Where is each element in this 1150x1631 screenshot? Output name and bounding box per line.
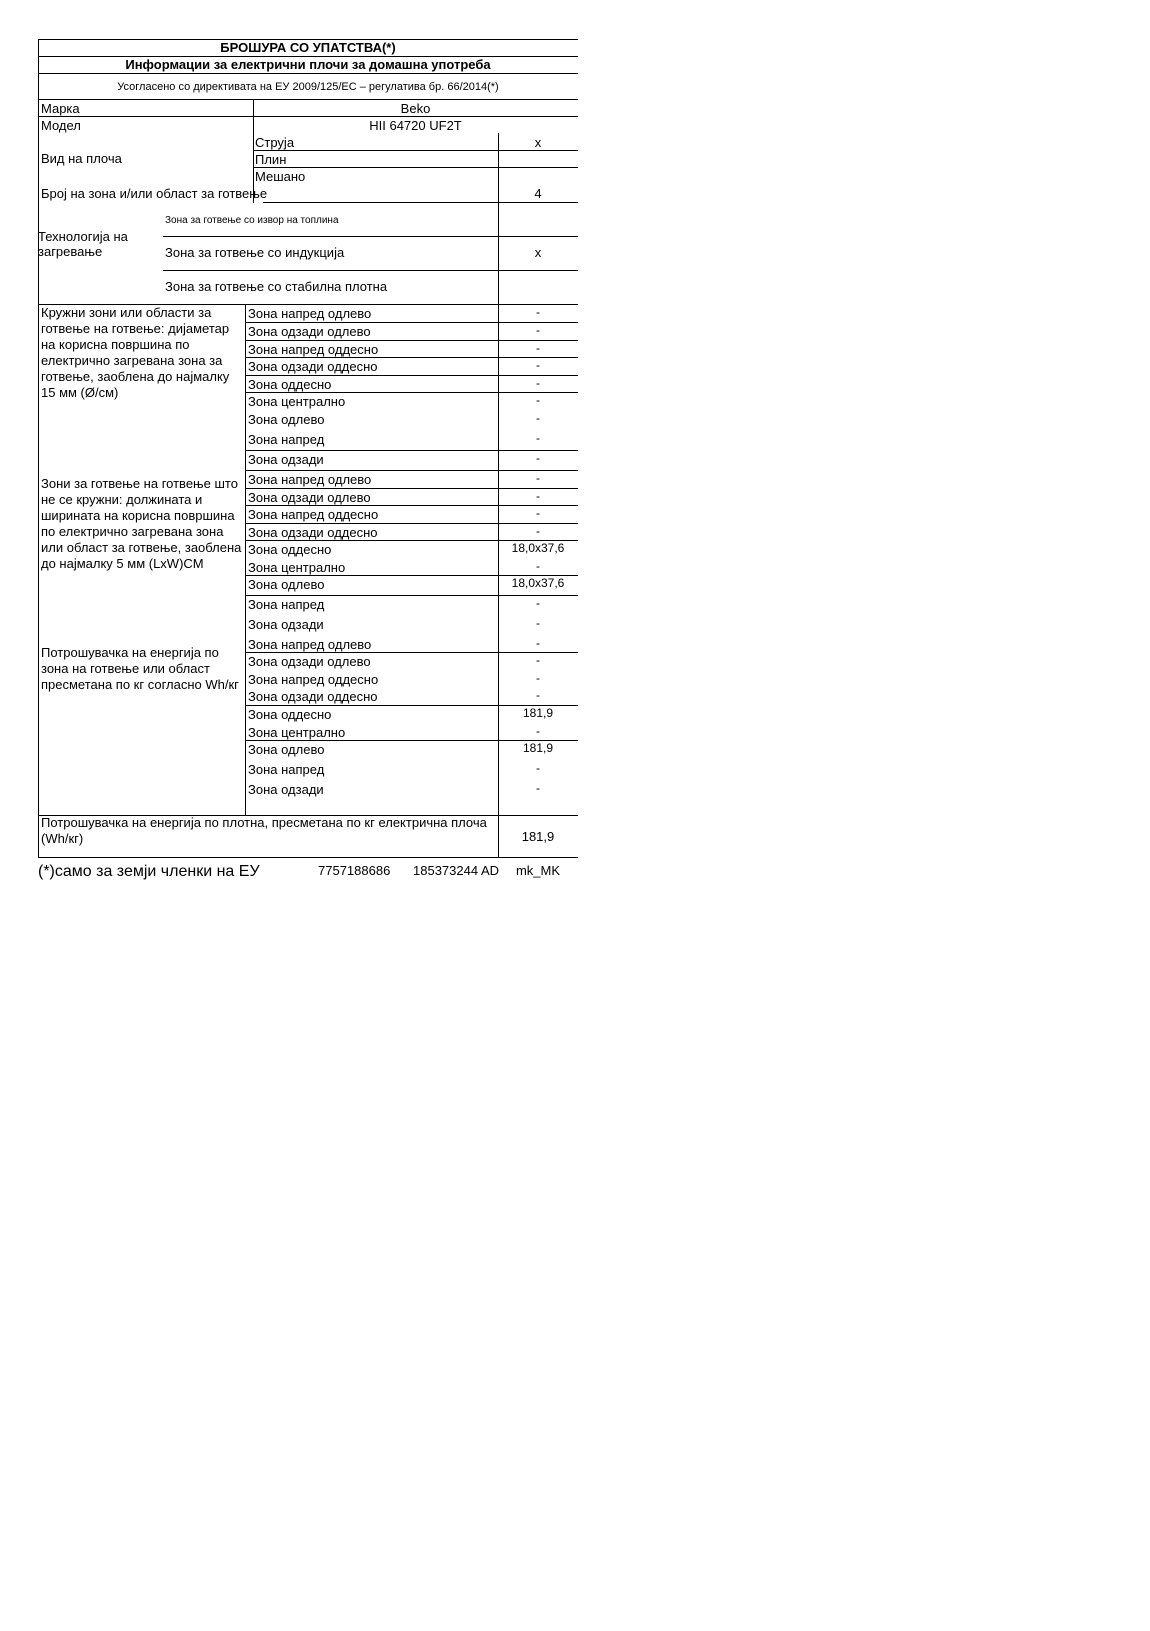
zone-name: Зона напред: [248, 762, 325, 777]
zone-value: -: [536, 781, 540, 795]
rule: [253, 150, 578, 151]
zone-name: Зона напред: [248, 597, 325, 612]
zone-name: Зона одлево: [248, 412, 325, 427]
zone-value: 181,9: [522, 706, 554, 720]
zone-value: -: [536, 524, 540, 538]
rule: [163, 270, 578, 271]
zones-count-label: Број на зона и/или област за готвење: [41, 186, 268, 201]
heating-option: Зона за готвење со стабилна плотна: [165, 279, 388, 294]
energy-per-hob-value: 181,9: [521, 829, 555, 844]
hob-type-option: Мешано: [255, 169, 306, 184]
zone-value: -: [536, 653, 540, 667]
hob-type-label: Вид на плоча: [41, 151, 122, 166]
hob-type-mark: x: [534, 135, 542, 150]
energy-per-zone-label: Потрошувачка на енергија по зона на готвење или област пресметана по кг согласно Wh/кг: [41, 645, 239, 692]
rule: [38, 39, 39, 857]
zone-value: 18,0x37,6: [511, 576, 565, 590]
fiche-title: БРОШУРА СО УПАТСТВА(*): [220, 40, 396, 55]
zone-value: -: [536, 358, 540, 372]
brand-value: Beko: [400, 101, 431, 116]
zone-name: Зона одзади: [248, 452, 324, 467]
zone-name: Зона одзади: [248, 617, 324, 632]
hob-type-option: Плин: [255, 152, 287, 167]
model-label: Модел: [41, 118, 81, 133]
rule: [245, 304, 246, 815]
rule: [163, 236, 578, 237]
zone-name: Зона напред оддесно: [248, 507, 379, 522]
zone-name: Зона оддесно: [248, 707, 332, 722]
zone-value: -: [536, 451, 540, 465]
zone-name: Зона одзади оддесно: [248, 359, 378, 374]
zone-value: -: [536, 471, 540, 485]
footer-locale: mk_MK: [515, 863, 561, 878]
zone-name: Зона централно: [248, 394, 346, 409]
zones-count-value: 4: [534, 186, 542, 201]
zone-name: Зона одлево: [248, 742, 325, 757]
rule: [263, 202, 578, 203]
zone-value: -: [536, 411, 540, 425]
zone-name: Зона одзади оддесно: [248, 525, 378, 540]
rule: [38, 73, 578, 74]
zone-value: -: [536, 393, 540, 407]
zone-name: Зона централно: [248, 725, 346, 740]
zone-value: -: [536, 688, 540, 702]
zone-value: -: [536, 376, 540, 390]
zone-value: -: [536, 305, 540, 319]
rule: [38, 857, 578, 858]
zone-name: Зона одзади: [248, 782, 324, 797]
heating-option: Зона за готвење со извор на топлина: [165, 215, 339, 226]
zone-name: Зона оддесно: [248, 377, 332, 392]
zone-value: -: [536, 341, 540, 355]
brand-label: Марка: [41, 101, 80, 116]
zone-value: -: [536, 761, 540, 775]
zone-name: Зона одзади одлево: [248, 324, 371, 339]
zone-value: -: [536, 636, 540, 650]
zone-value: -: [536, 724, 540, 738]
zone-value: -: [536, 616, 540, 630]
fiche-subtitle: Информации за електрични плочи за домашна употреба: [125, 57, 491, 72]
zone-value: 181,9: [522, 741, 554, 755]
hob-type-option: Струја: [255, 135, 295, 150]
non-circular-zones-label: Зони за готвење на готвење што не се кружни: должината и ширината на корисна површина по електрично загревана зона или област за готвење, заоблена до најмалку 5 мм (LxW)CM: [41, 476, 242, 571]
footer-code: 7757188686: [318, 863, 391, 878]
heating-technology-label: Технологија на загревање: [38, 229, 128, 259]
zone-name: Зона одлево: [248, 577, 325, 592]
rule: [38, 99, 578, 100]
zone-value: -: [536, 559, 540, 573]
zone-value: -: [536, 489, 540, 503]
zone-name: Зона напред одлево: [248, 306, 372, 321]
heating-mark: x: [534, 245, 542, 260]
zone-name: Зона оддесно: [248, 542, 332, 557]
zone-value: -: [536, 323, 540, 337]
zone-value: -: [536, 671, 540, 685]
zone-value: -: [536, 431, 540, 445]
footer-note: (*)само за земји членки на ЕУ: [38, 863, 260, 880]
zone-value: -: [536, 506, 540, 520]
product-fiche: [38, 39, 578, 879]
zone-name: Зона напред одлево: [248, 637, 372, 652]
zone-name: Зона напред: [248, 432, 325, 447]
zone-name: Зона одзади одлево: [248, 490, 371, 505]
zone-name: Зона напред оддесно: [248, 342, 379, 357]
zone-value: -: [536, 596, 540, 610]
model-value: HII 64720 UF2T: [369, 118, 462, 133]
circular-zones-label: Кружни зони или области за готвење на готвење: дијаметар на корисна површина по електрично загревана зона за готвење, заоблена до најмалку 15 мм (Ø/см): [41, 305, 230, 400]
rule: [253, 167, 578, 168]
footer-code: 185373244 AD: [413, 863, 500, 878]
zone-name: Зона напред оддесно: [248, 672, 379, 687]
zone-name: Зона одзади одлево: [248, 654, 371, 669]
zone-name: Зона централно: [248, 560, 346, 575]
rule: [38, 116, 578, 117]
heating-option: Зона за готвење со индукција: [165, 245, 345, 260]
directive-note: Усогласено со директивата на ЕУ 2009/125/ЕС – регулатива бр. 66/2014(*): [117, 81, 499, 93]
zone-name: Зона напред одлево: [248, 472, 372, 487]
energy-per-hob-label: Потрошувачка на енергија по плотна, пресметана по кг електрична плоча (Wh/кг): [41, 815, 487, 846]
zone-value: 18,0x37,6: [511, 541, 565, 555]
zone-name: Зона одзади оддесно: [248, 689, 378, 704]
